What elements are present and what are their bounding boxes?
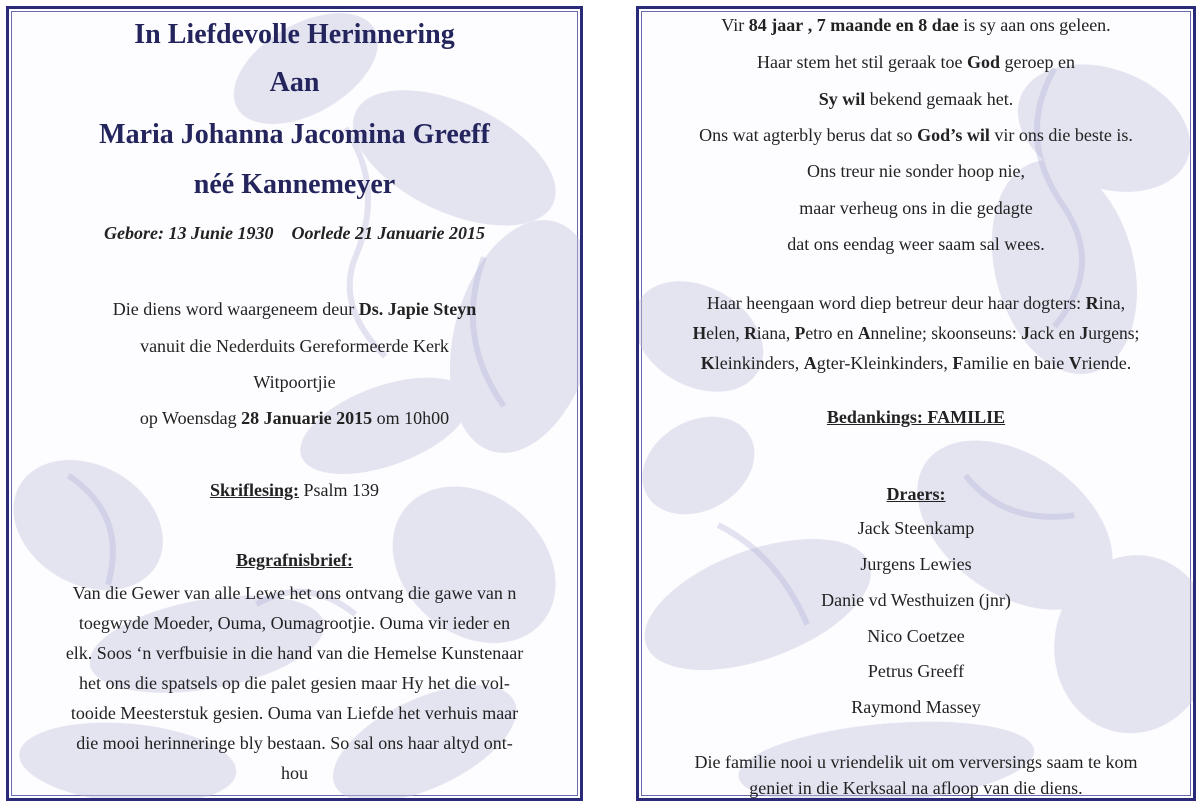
bearer-name: Danie vd Westhuizen (jnr) [821, 590, 1011, 610]
memorial-title-to: Aan [269, 67, 320, 98]
poem-text: Haar stem het stil geraak toe [757, 52, 963, 72]
mourners-line-2 [639, 323, 1193, 344]
mourners-text: Haar heengaan word diep betreur deur haar dogters: [706, 293, 1082, 313]
bearer-name: Petrus Greeff [867, 661, 965, 681]
poem-line-3 [639, 125, 1193, 146]
mourners-text: ack en [1029, 323, 1076, 343]
thanks-heading: Bedankings: FAMILIE [826, 407, 1006, 427]
invitation-line-1: Die familie nooi u vriendelik uit om verversings saam te kom [694, 752, 1138, 772]
initial: K [700, 353, 715, 373]
initial: H [692, 323, 707, 343]
memorial-title: In Liefdevolle Herinnering [134, 19, 455, 50]
bearer-name: Jurgens Lewies [860, 554, 972, 574]
poem-bold: God [966, 52, 1000, 72]
initial: R [744, 323, 757, 343]
initial: A [857, 323, 871, 343]
service-line [9, 299, 580, 320]
scripture-label: Skriflesing: [209, 480, 299, 500]
right-page [636, 6, 1196, 801]
birth-date: Gebore: 13 Junie 1930 [104, 223, 274, 243]
initial: A [803, 353, 817, 373]
letter-line: die mooi herinneringe bly bestaan. So sal ons haar altyd ont- [76, 733, 513, 753]
service-date-line [9, 408, 580, 429]
mourners-text: gter-Kleinkinders, [816, 353, 948, 373]
mourners-line-1 [639, 293, 1193, 314]
bearer-name: Jack Steenkamp [857, 518, 975, 538]
initial: R [1085, 293, 1099, 313]
service-date: 28 Januarie 2015 [241, 408, 373, 428]
letter-line: hou [281, 763, 308, 783]
service-day: op Woensdag [139, 408, 237, 428]
letter-line: elk. Soos ‘n verfbuisie in die hand van die Hemelse Kunstenaar [65, 643, 524, 663]
letter-line: toegwyde Moeder, Ouma, Oumagrootjie. Ouma vir ieder en [78, 613, 511, 633]
initial: F [952, 353, 964, 373]
mourners-text: riende. [1081, 353, 1132, 373]
poem-line-5: maar verheug ons in die gedagte [799, 198, 1033, 218]
age-prefix: Vir [721, 15, 745, 35]
funeral-letter [23, 578, 566, 788]
poem-line-2 [639, 89, 1193, 110]
bearer-name: Nico Coetzee [867, 626, 965, 646]
poem-bold: God’s wil [917, 125, 990, 145]
mourners-text: etro en [805, 323, 854, 343]
church-line: vanuit die Nederduits Gereformeerde Kerk [140, 336, 449, 356]
age-suffix: is sy aan ons geleen. [963, 15, 1111, 35]
scripture-psalm: Psalm 139 [303, 480, 380, 500]
initial: J [1021, 323, 1030, 343]
place-line: Witpoortjie [253, 372, 336, 392]
bearers-heading: Draers: [886, 484, 946, 504]
poem-line-1 [639, 52, 1193, 73]
poem-text: bekend gemaak het. [869, 89, 1014, 109]
poem-bold: Sy wil [818, 89, 866, 109]
poem-line-6: dat ons eendag weer saam sal wees. [787, 234, 1045, 254]
death-date: Oorlede 21 Januarie 2015 [291, 223, 485, 243]
invitation-line-2: geniet in die Kerksaal na afloop van die diens. [749, 778, 1083, 798]
mourners-text: nneline; skoonseuns: [870, 323, 1017, 343]
mourners-text: leinkinders, [714, 353, 800, 373]
poem-text: geroep en [1004, 52, 1075, 72]
age-months: 7 maande en 8 dae [816, 15, 959, 35]
age-line [639, 15, 1193, 36]
funeral-letter-label: Begrafnisbrief: [236, 550, 353, 570]
mourners-line-3 [639, 353, 1193, 374]
scripture-reading [9, 480, 580, 501]
initial: J [1079, 323, 1089, 343]
mourners-text: amilie en baie [963, 353, 1065, 373]
left-page [6, 6, 583, 801]
initial: P [794, 323, 806, 343]
mourners-text: ina, [1098, 293, 1126, 313]
initial: V [1068, 353, 1082, 373]
service-text: Die diens word waargeneem deur [112, 299, 355, 319]
poem-line-4: Ons treur nie sonder hoop nie, [807, 161, 1025, 181]
age-years: 84 jaar [748, 15, 804, 35]
mourners-text: elen, [706, 323, 740, 343]
bearer-name: Raymond Massey [851, 697, 981, 717]
letter-line: Van die Gewer van alle Lewe het ons ontvang die gawe van n [72, 583, 517, 603]
service-time: om 10h00 [376, 408, 450, 428]
minister-name: Ds. Japie Steyn [358, 299, 477, 319]
poem-text: vir ons die beste is. [994, 125, 1133, 145]
mourners-text: urgens; [1088, 323, 1140, 343]
life-dates [9, 223, 580, 244]
letter-line: het ons die spatsels op die palet gesien maar Hy het die vol- [79, 673, 510, 693]
age-separator: , [807, 15, 813, 35]
deceased-name: Maria Johanna Jacomina Greeff [99, 119, 490, 150]
poem-text: Ons wat agterbly berus dat so [699, 125, 913, 145]
maiden-name: néé Kannemeyer [193, 169, 396, 200]
letter-line: tooide Meesterstuk gesien. Ouma van Liefde het verhuis maar [70, 703, 519, 723]
mourners-text: iana, [756, 323, 791, 343]
